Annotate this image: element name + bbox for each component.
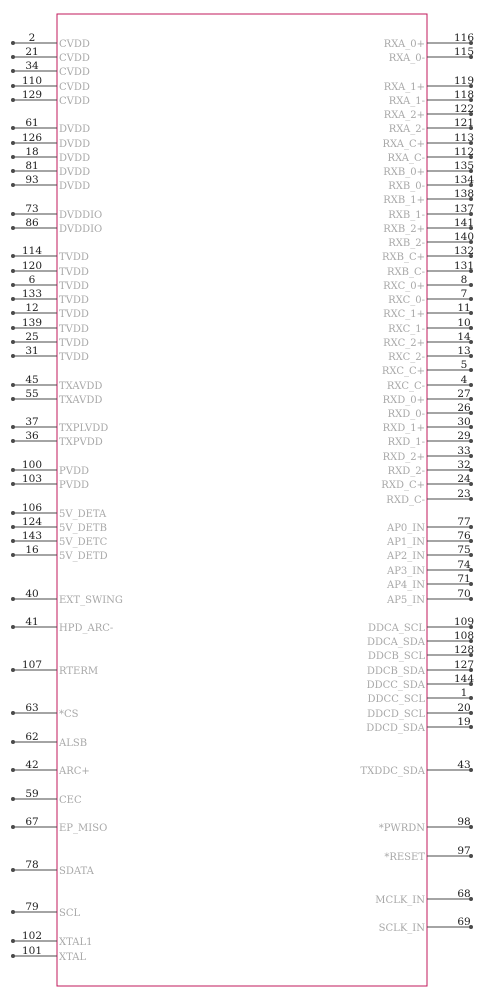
pin-label: CVDD [59,67,90,78]
pin-end-dot [11,939,15,943]
pin-label: TVDD [59,338,89,349]
pin-67 [11,816,107,834]
pin-label: TXPVDD [59,437,103,448]
pin-number: 131 [453,260,475,272]
pin-label: CVDD [59,39,90,50]
pin-number: 25 [25,331,39,343]
pin-label: DDCA_SCL [367,623,425,634]
pin-number: 6 [28,274,36,286]
pin-end-dot [11,397,15,401]
pin-label: RTERM [59,666,99,677]
pin-label: RXB_1- [388,210,425,221]
pin-label: RXC_1+ [383,309,425,320]
pin-number: 106 [21,502,43,514]
pin-end-dot [11,954,15,958]
pin-40 [11,588,123,606]
pin-number: 24 [457,473,471,485]
pin-number: 12 [25,302,39,314]
pin-label: AP4_IN [386,580,425,591]
pin-number: 2 [28,32,36,44]
pin-98 [379,816,473,834]
pin-label: RXD_2- [387,466,425,477]
pin-label: DDCB_SDA [366,666,425,677]
pin-number: 63 [25,702,39,714]
pin-number: 103 [21,473,43,485]
pin-number: 122 [453,103,475,115]
pin-end-dot [11,468,15,472]
pin-end-dot [11,41,15,45]
pin-end-dot [11,169,15,173]
pin-end-dot [11,354,15,358]
pin-end-dot [11,868,15,872]
pin-label: TVDD [59,267,89,278]
pin-number: 8 [460,274,468,286]
pin-label: RXD_1+ [382,423,425,434]
pin-number: 37 [25,416,39,428]
pin-label: RXD_C+ [381,480,425,491]
pin-number: 7 [460,288,468,300]
pin-end-dot [469,297,473,301]
pin-number: 75 [457,544,471,556]
pin-69 [379,916,473,934]
pin-label: TVDD [59,295,89,306]
pin-number: 77 [457,516,471,528]
pin-label: TXDDC_SDA [360,766,425,777]
pin-number: 31 [25,345,39,357]
pin-number: 124 [21,516,43,528]
pin-end-dot [11,183,15,187]
pin-number: 42 [25,759,39,771]
pin-59 [11,788,82,806]
pin-label: DDCD_SDA [366,723,425,734]
pin-end-dot [469,283,473,287]
pin-label: ALSB [59,738,88,749]
pin-63 [11,702,79,720]
pin-end-dot [11,98,15,102]
pin-number: 133 [21,288,43,300]
pin-label: AP2_IN [386,551,425,562]
pin-end-dot [11,668,15,672]
pin-number: 81 [25,160,39,172]
pin-number: 139 [21,317,43,329]
pin-label: RXB_2- [388,238,425,249]
pin-68 [375,888,473,906]
pin-number: 33 [457,445,471,457]
pin-label: RXB_1+ [383,195,425,206]
pin-label: CVDD [59,53,90,64]
pin-number: 115 [453,46,475,58]
pin-label: TVDD [59,324,89,335]
pin-label: AP1_IN [386,537,425,548]
pin-number: 138 [453,188,475,200]
pin-end-dot [11,126,15,130]
pin-number: 140 [453,231,475,243]
pin-number: 110 [21,75,43,87]
pin-label: RXD_1- [387,437,425,448]
pin-end-dot [11,226,15,230]
pin-number: 134 [453,174,475,186]
left-pin-group [11,32,123,963]
pin-label: SCLK_IN [378,923,425,934]
pin-label: RXD_0- [387,409,425,420]
pin-label: DVDD [59,139,91,150]
pin-number: 73 [25,203,39,215]
pin-number: 132 [453,245,475,257]
pin-number: 18 [25,146,39,158]
pin-label: CVDD [59,96,90,107]
pin-number: 21 [25,46,39,58]
pin-label: EXT_SWING [59,595,123,606]
pin-end-dot [11,553,15,557]
pin-end-dot [11,69,15,73]
pin-label: RXA_C+ [382,139,425,150]
pin-number: 116 [453,32,475,44]
pin-label: DVDDIO [59,210,103,221]
pin-label: RXB_C+ [381,252,425,263]
pin-number: 70 [457,588,471,600]
pin-label: RXB_0- [388,181,425,192]
pin-end-dot [11,797,15,801]
pin-label: 5V_DETB [59,523,107,534]
pin-label: XTAL1 [59,937,93,948]
pin-number: 1 [460,687,468,699]
pin-end-dot [11,311,15,315]
pin-number: 10 [457,317,471,329]
pin-label: RXA_2- [388,124,425,135]
ic-body [57,14,427,986]
pin-label: TXAVDD [59,395,103,406]
pin-label: RXC_2+ [383,338,425,349]
pin-label: DVDD [59,181,91,192]
pin-label: 5V_DETC [59,537,108,548]
pin-number: 127 [453,659,475,671]
pin-label: TVDD [59,309,89,320]
pin-number: 93 [25,174,39,186]
pin-number: 62 [25,731,39,743]
pin-label: RXD_2+ [382,452,425,463]
pin-2 [11,32,90,50]
pin-number: 102 [21,930,43,942]
pin-number: 143 [21,530,43,542]
pin-label: CVDD [59,82,90,93]
pin-end-dot [11,511,15,515]
pin-number: 36 [25,430,39,442]
pin-end-dot [469,368,473,372]
pin-number: 107 [21,659,43,671]
pin-number: 135 [453,160,475,172]
right-pin-group [360,32,474,934]
pin-number: 29 [457,430,471,442]
pin-number: 71 [457,573,471,585]
pin-end-dot [11,740,15,744]
pin-label: RXD_0+ [382,395,425,406]
pin-label: RXB_C- [386,267,425,278]
pin-number: 30 [457,416,471,428]
pin-label: CEC [59,795,82,806]
pin-end-dot [11,539,15,543]
pin-label: XTAL [59,952,87,963]
pin-end-dot [11,84,15,88]
pin-number: 78 [25,859,39,871]
pin-number: 16 [25,544,39,556]
pin-label: RXC_C- [386,381,425,392]
pin-label: RXA_2+ [383,110,425,121]
pin-label: DVDDIO [59,224,103,235]
pin-107 [11,659,98,677]
pin-label: 5V_DETD [59,551,108,562]
pin-label: SDATA [59,866,94,877]
pin-label: DDCC_SDA [366,680,425,691]
pin-number: 68 [457,888,471,900]
pin-number: 100 [21,459,43,471]
pin-number: 109 [453,616,475,628]
pin-number: 120 [21,260,43,272]
pin-41 [11,616,113,634]
pin-label: DDCC_SCL [367,694,425,705]
pin-number: 79 [25,901,39,913]
pin-number: 114 [21,245,43,257]
pin-number: 55 [25,388,39,400]
pin-label: RXB_2+ [383,224,425,235]
pin-end-dot [11,326,15,330]
pin-number: 76 [457,530,471,542]
pin-end-dot [11,910,15,914]
pin-label: MCLK_IN [375,895,425,906]
pin-end-dot [469,383,473,387]
pin-62 [11,731,87,749]
pin-number: 27 [457,388,471,400]
pin-number: 98 [457,816,471,828]
pin-end-dot [11,825,15,829]
pin-label: AP0_IN [386,523,425,534]
pin-end-dot [11,625,15,629]
pin-label: TXAVDD [59,381,103,392]
pin-number: 34 [25,60,39,72]
pin-number: 19 [457,716,471,728]
pin-end-dot [11,482,15,486]
pin-number: 69 [457,916,471,928]
pin-number: 14 [457,331,471,343]
pin-number: 144 [453,673,475,685]
pin-label: TVDD [59,281,89,292]
pin-label: *CS [59,709,79,720]
pin-label: RXD_C- [386,495,425,506]
pin-end-dot [11,269,15,273]
pin-label: DDCB_SCL [367,651,425,662]
pin-label: TVDD [59,352,89,363]
pin-label: RXC_0- [388,295,425,306]
pin-number: 59 [25,788,39,800]
pin-78 [11,859,95,877]
pin-label: RXC_1- [388,324,425,335]
pin-label: *RESET [384,852,425,863]
pin-label: RXA_1- [388,96,425,107]
pin-label: RXA_0+ [383,39,425,50]
pin-label: 5V_DETA [59,509,107,520]
pin-end-dot [11,597,15,601]
pin-label: *PWRDN [378,823,425,834]
pin-number: 67 [25,816,39,828]
pin-number: 41 [25,616,39,628]
pin-number: 20 [457,702,471,714]
pin-end-dot [11,383,15,387]
pin-number: 108 [453,630,475,642]
pin-97 [384,845,473,863]
pin-number: 137 [453,203,475,215]
pin-number: 121 [453,117,475,129]
pin-number: 61 [25,117,39,129]
pin-end-dot [11,254,15,258]
pin-label: RXC_0+ [383,281,425,292]
pin-number: 129 [21,89,43,101]
pin-label: RXA_C- [387,153,425,164]
pin-label: RXC_C+ [381,366,425,377]
pin-42 [11,759,90,777]
pin-number: 23 [457,488,471,500]
pin-number: 74 [457,559,471,571]
pin-number: 126 [21,132,43,144]
pin-label: ARC+ [59,766,90,777]
pin-number: 32 [457,459,471,471]
pin-number: 26 [457,402,471,414]
pin-end-dot [469,696,473,700]
pin-label: DDCA_SDA [367,637,425,648]
pin-label: HPD_ARC- [59,623,114,634]
pin-end-dot [11,525,15,529]
pin-label: PVDD [59,480,89,491]
pin-number: 101 [21,945,43,957]
pin-label: DDCD_SCL [367,709,425,720]
pin-end-dot [11,155,15,159]
pin-number: 141 [453,217,475,229]
pin-label: DVDD [59,153,91,164]
pin-79 [11,901,81,919]
pin-label: DVDD [59,124,91,135]
pin-number: 40 [25,588,39,600]
pin-number: 5 [460,359,468,371]
pin-label: TVDD [59,252,89,263]
pin-label: RXC_2- [388,352,425,363]
pin-end-dot [11,55,15,59]
pin-end-dot [11,768,15,772]
pin-end-dot [11,297,15,301]
pin-number: 4 [460,374,468,386]
pin-end-dot [11,425,15,429]
pin-end-dot [11,212,15,216]
pin-label: RXA_0- [388,53,425,64]
pin-number: 112 [453,146,475,158]
pin-number: 97 [457,845,471,857]
pin-label: AP3_IN [386,566,425,577]
pin-end-dot [11,340,15,344]
pin-number: 43 [457,759,471,771]
pin-label: PVDD [59,466,89,477]
pin-label: DVDD [59,167,91,178]
pin-number: 128 [453,644,475,656]
pin-end-dot [11,283,15,287]
pin-43 [360,759,473,777]
pin-number: 118 [453,89,475,101]
pin-label: SCL [59,908,81,919]
pin-end-dot [11,711,15,715]
pin-number: 119 [453,75,475,87]
pin-number: 86 [25,217,39,229]
pin-number: 113 [453,132,475,144]
pin-label: AP5_IN [386,595,425,606]
pin-label: EP_MISO [59,823,108,834]
pin-end-dot [11,141,15,145]
pin-label: RXB_0+ [383,167,425,178]
pin-label: RXA_1+ [383,82,425,93]
pin-end-dot [11,439,15,443]
pin-number: 45 [25,374,39,386]
pin-label: TXPLVDD [59,423,109,434]
pin-number: 13 [457,345,471,357]
pin-number: 11 [457,302,471,314]
